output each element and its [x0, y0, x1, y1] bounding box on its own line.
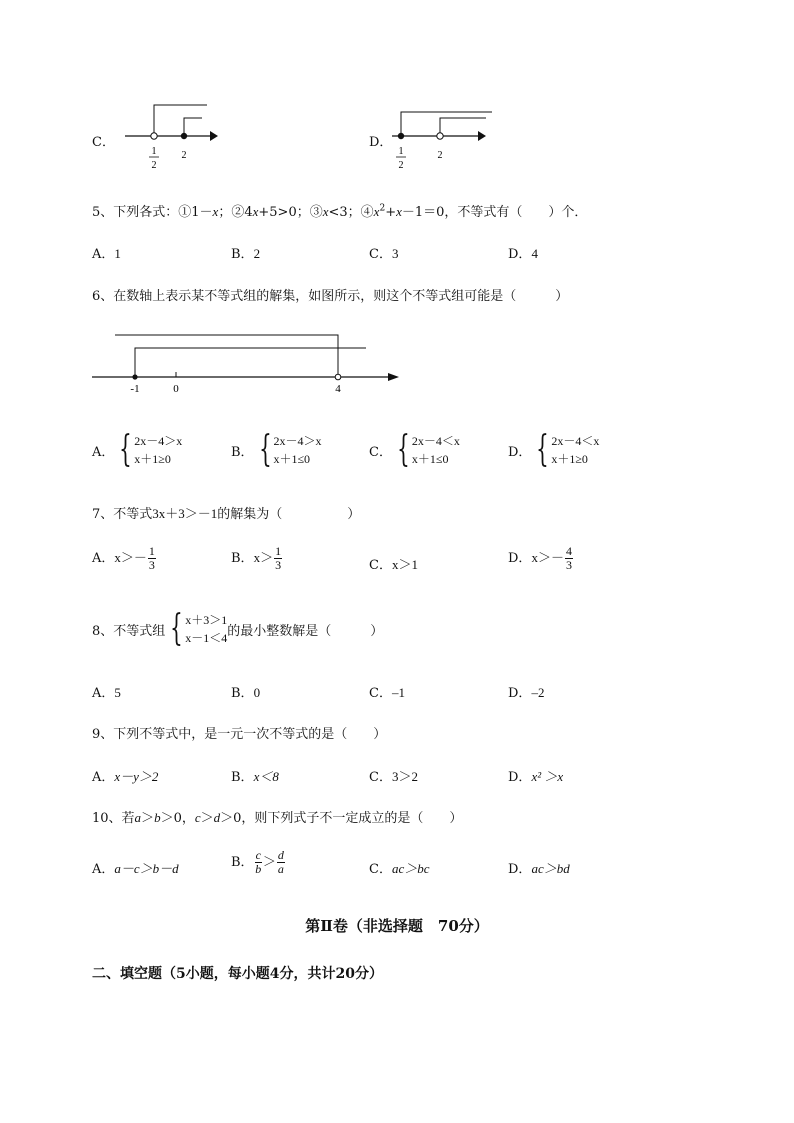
q6-number-line	[90, 328, 405, 398]
brace-icon: {	[119, 429, 133, 470]
system-row: 2x－4＜x	[551, 434, 600, 448]
fraction	[277, 849, 285, 876]
option-label: C．	[369, 247, 392, 262]
axis-arrow-icon	[210, 131, 218, 141]
tick-label: 2	[181, 150, 187, 161]
q7-text: 的解集为（ ）	[217, 507, 361, 522]
option-text: 1	[114, 246, 121, 261]
system-row: x＋1≤0	[411, 452, 449, 466]
q4-option-d-number-line	[386, 98, 506, 176]
open-point	[335, 374, 341, 380]
q6-option-a[interactable]	[92, 429, 183, 470]
option-label: B．	[231, 770, 254, 785]
q5-text: <3；④	[328, 205, 374, 220]
option-label: B．	[231, 551, 254, 566]
q10-text: 10、若	[92, 811, 135, 826]
option-label: A．	[92, 686, 115, 701]
option-text: –2	[531, 685, 545, 700]
fraction-num: 1	[275, 544, 282, 558]
fraction-num: c	[255, 848, 261, 862]
system-row: 2x－4＞x	[134, 434, 183, 448]
q10-option-c[interactable]	[369, 858, 430, 877]
q6-option-b[interactable]	[231, 429, 322, 470]
axis-arrow-icon	[478, 131, 486, 141]
option-label: C．	[369, 686, 392, 701]
option-text: –1	[391, 685, 405, 700]
interval-bracket	[154, 105, 207, 136]
option-text: a－c＞b－d	[114, 861, 179, 876]
q7-option-d[interactable]	[508, 545, 574, 572]
option-label: A．	[92, 770, 115, 785]
q8-text: 8、不等式组	[92, 623, 166, 639]
option-text: x＞1	[391, 557, 418, 572]
q10-var: c	[194, 810, 201, 825]
q4-option-c-label: C．	[92, 135, 115, 150]
tick-label: 4	[335, 383, 341, 395]
option-label: B．	[231, 686, 254, 701]
fraction	[148, 545, 156, 572]
option-text: ＞	[262, 854, 276, 869]
q7-text: 7、不等式	[92, 507, 153, 522]
tick-label-den: 2	[151, 160, 157, 171]
option-label: B．	[231, 855, 254, 870]
q5-exponent: 2	[379, 203, 386, 214]
option-text: 3＞2	[391, 769, 418, 784]
q5-text: ；②4	[218, 205, 253, 220]
open-point	[151, 133, 157, 139]
option-label: B．	[231, 247, 254, 262]
axis-arrow-icon	[388, 373, 399, 381]
q5-var: x	[373, 204, 380, 219]
q8-option-c[interactable]	[369, 682, 405, 701]
brace-icon: {	[397, 429, 410, 470]
interval-bracket	[184, 118, 202, 136]
option-label: D．	[508, 444, 532, 460]
tick-label: 2	[437, 150, 443, 161]
q10-var: d	[213, 810, 221, 825]
option-text: x² ＞x	[531, 769, 564, 784]
system-row: 2x－4＜x	[411, 434, 460, 448]
q9-option-a[interactable]	[92, 766, 158, 785]
q7-option-c[interactable]	[369, 554, 418, 573]
q4-option-d-label: D．	[369, 135, 393, 150]
fraction-num: d	[277, 848, 284, 862]
q10-option-d[interactable]	[508, 858, 570, 877]
q7-option-a[interactable]	[92, 545, 157, 572]
q5-var: x	[322, 204, 329, 219]
option-text: x＞－	[114, 550, 147, 565]
q8-option-d[interactable]	[508, 682, 544, 701]
q10-text: ＞0，则下列式子不一定成立的是（ ）	[220, 811, 463, 826]
option-text: ac＞bd	[531, 861, 570, 876]
question-6-stem: 6、在数轴上表示某不等式组的解集，如图所示，则这个不等式组可能是（ ）	[92, 289, 569, 304]
fraction-den: 3	[275, 558, 282, 572]
q10-text: ＞	[141, 811, 155, 826]
option-text: x＞－	[531, 550, 564, 565]
option-label: C．	[369, 558, 392, 573]
fraction-den: b	[255, 862, 262, 876]
closed-point	[398, 133, 404, 139]
q10-text: ＞	[200, 811, 214, 826]
q10-var: a	[134, 810, 142, 825]
system-row: x＋1≥0	[551, 452, 588, 466]
fraction-num: 4	[565, 544, 572, 558]
q7-expression: 3x＋3＞－1	[152, 506, 218, 521]
option-label: A．	[92, 247, 115, 262]
option-text: 3	[391, 246, 399, 261]
q7-option-b[interactable]	[231, 545, 283, 572]
q8-option-b[interactable]	[231, 682, 260, 701]
q5-option-d[interactable]	[508, 243, 538, 262]
option-text: 2	[253, 246, 261, 261]
q5-text: +5>0；③	[258, 205, 323, 220]
q5-var: x	[396, 204, 402, 219]
option-text: 5	[114, 685, 121, 700]
option-label: D．	[508, 862, 532, 877]
system-row: x－1＜4	[185, 631, 228, 645]
option-label: A．	[92, 862, 115, 877]
option-text: x－y＞2	[114, 769, 159, 784]
option-label: C．	[369, 444, 392, 460]
option-label: D．	[508, 551, 532, 566]
interval-bracket	[115, 335, 338, 377]
option-label: D．	[508, 686, 532, 701]
closed-point	[132, 374, 137, 379]
question-10-stem	[92, 807, 462, 826]
option-label: D．	[508, 770, 532, 785]
q6-option-c[interactable]	[369, 429, 460, 470]
section-fill-in-blank-heading: 二、填空题（5小题，每小题4分，共计20分）	[92, 966, 383, 982]
q8-text: 的最小整数解是（ ）	[227, 623, 384, 639]
system-row: x＋3＞1	[185, 613, 228, 627]
fraction-den: a	[277, 862, 284, 876]
q9-option-d[interactable]	[508, 766, 563, 785]
q4-option-c-number-line	[110, 98, 230, 176]
tick-label-den: 2	[398, 160, 404, 171]
brace-icon: {	[536, 429, 550, 470]
tick-label-num: 1	[151, 146, 157, 157]
tick-label-num: 1	[398, 146, 404, 157]
option-text: 0	[253, 685, 261, 700]
option-label: C．	[369, 862, 392, 877]
question-5-stem	[92, 201, 587, 220]
q9-option-b[interactable]	[231, 766, 279, 785]
part-2-heading: 第Ⅱ卷（非选择题 70分）	[305, 917, 489, 935]
option-text: x＞	[253, 550, 274, 565]
fraction	[274, 545, 282, 572]
q10-option-b[interactable]	[231, 849, 286, 876]
tick-label: -1	[130, 383, 140, 395]
q10-option-a[interactable]	[92, 858, 179, 877]
q5-option-b[interactable]	[231, 243, 260, 262]
q5-text: 5、下列各式：①1－	[92, 205, 213, 220]
option-label: A．	[92, 444, 115, 460]
question-9-stem: 9、下列不等式中，是一元一次不等式的是（ ）	[92, 727, 387, 742]
option-text: x＜8	[253, 769, 279, 784]
brace-icon: {	[258, 429, 272, 470]
q5-text: －1＝0，不等式有（ ）个．	[401, 205, 588, 220]
question-8-stem	[92, 608, 384, 649]
q5-option-c[interactable]	[369, 243, 398, 262]
q5-var: x	[212, 204, 219, 219]
option-label: C．	[369, 770, 392, 785]
interval-bracket	[135, 348, 366, 377]
open-point	[437, 133, 443, 139]
fraction-den: 3	[148, 558, 155, 572]
q10-var: b	[154, 810, 161, 825]
q5-text: +	[385, 205, 397, 220]
q8-option-a[interactable]	[92, 682, 121, 701]
fraction	[565, 545, 573, 572]
closed-point	[181, 133, 187, 139]
q6-option-d[interactable]	[508, 429, 600, 470]
fraction	[255, 849, 262, 876]
option-text: ac＞bc	[391, 861, 430, 876]
question-7-stem	[92, 503, 360, 522]
fraction-den: 3	[565, 558, 572, 572]
option-label: A．	[92, 551, 115, 566]
q5-var: x	[252, 204, 259, 219]
tick-label: 0	[173, 383, 179, 395]
fraction-num: 1	[148, 544, 155, 558]
q9-option-c[interactable]	[369, 766, 418, 785]
system-row: x＋1≤0	[273, 452, 311, 466]
q10-text: ＞0，	[160, 811, 195, 826]
system-row: 2x－4＞x	[273, 434, 322, 448]
option-label: D．	[508, 247, 532, 262]
q5-option-a[interactable]	[92, 243, 121, 262]
brace-icon: {	[170, 608, 184, 649]
option-text: 4	[531, 246, 538, 261]
system-row: x＋1≥0	[134, 452, 171, 466]
option-label: B．	[231, 444, 254, 460]
